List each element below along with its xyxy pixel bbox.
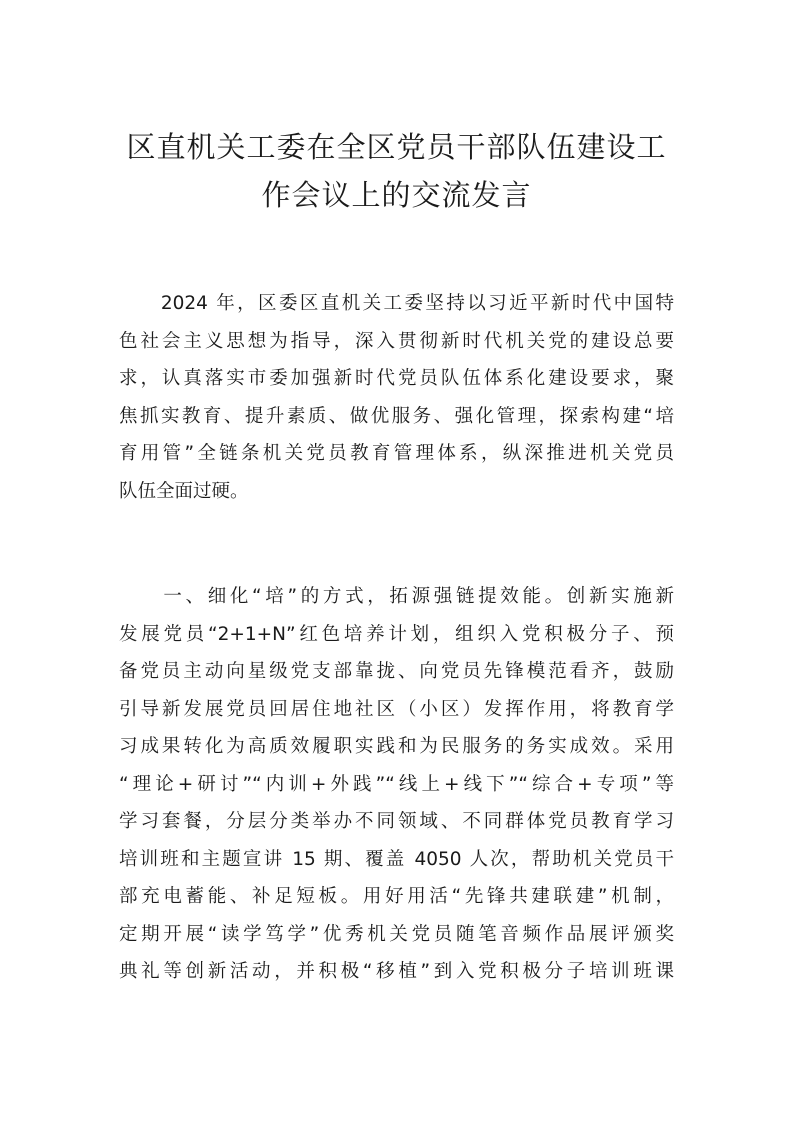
paragraph-intro [119, 285, 674, 510]
text-line: 色社会主义思想为指导，深入贯彻新时代机关党的建设总要 [119, 330, 674, 352]
text-line: 引导新发展党员回居住地社区（小区）发挥作用，将教育学 [119, 698, 674, 720]
text-line: 队伍全面过硬。 [119, 480, 249, 502]
text-line: 发展党员“2+1+N”红色培养计划，组织入党积极分子、预 [119, 623, 674, 645]
paragraph-section-one [119, 578, 674, 991]
text-line: 2024 年，区委区直机关工委坚持以习近平新时代中国特 [119, 293, 674, 314]
document-title-line-2: 作会议上的交流发言 [261, 178, 532, 212]
text-line: 求，认真落实市委加强新时代党员队伍体系化建设要求，聚 [119, 368, 674, 389]
text-line: 学习套餐，分层分类举办不同领域、不同群体党员教育学习 [119, 811, 674, 832]
text-line: 典礼等创新活动，并积极“移植”到入党积极分子培训班课 [119, 961, 674, 982]
text-line: 培训班和主题宣讲 15 期、覆盖 4050 人次，帮助机关党员干 [119, 848, 674, 870]
text-line: 定期开展“读学笃学”优秀机关党员随笔音频作品展评颁奖 [119, 923, 674, 945]
text-line: 焦抓实教育、提升素质、做优服务、强化管理，探索构建“培 [119, 405, 674, 427]
text-line: 育用管”全链条机关党员教育管理体系，纵深推进机关党员 [119, 443, 674, 464]
text-line: 备党员主动向星级党支部靠拢、向党员先锋模范看齐，鼓励 [119, 661, 674, 682]
text-line: 习成果转化为高质效履职实践和为民服务的务实成效。采用 [119, 736, 674, 757]
text-line: 一、细化“培”的方式，拓源强链提效能。创新实施新 [119, 586, 674, 607]
text-line: “理论+研讨”“内训+外践”“线上+线下”“综合+专项”等 [119, 773, 674, 795]
text-line: 部充电蓄能、补足短板。用好用活“先锋共建联建”机制， [119, 886, 674, 907]
document-title-line-1: 区直机关工委在全区党员干部队伍建设工 [126, 130, 667, 164]
